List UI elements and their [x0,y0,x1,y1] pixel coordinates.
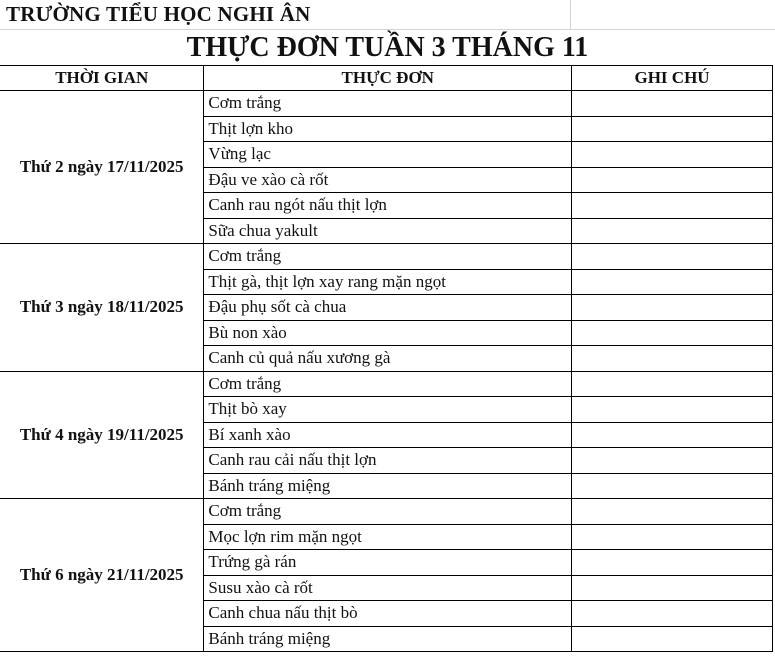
dish-cell[interactable]: Canh chua nấu thịt bò [204,601,572,627]
note-cell[interactable] [572,601,773,627]
note-cell[interactable] [572,473,773,499]
note-cell[interactable] [572,346,773,372]
dish-cell[interactable]: Canh rau ngót nấu thịt lợn [204,193,572,219]
note-cell[interactable] [572,422,773,448]
note-cell[interactable] [572,295,773,321]
table-row [0,499,773,525]
note-cell[interactable] [572,218,773,244]
dish-cell[interactable]: Canh rau cải nấu thịt lợn [204,448,572,474]
day-cell[interactable]: Thứ 2 ngày 17/11/2025 [0,91,204,244]
day-cell[interactable]: Thứ 4 ngày 19/11/2025 [0,371,204,499]
dish-cell[interactable]: Canh củ quả nấu xương gà [204,346,572,372]
note-cell[interactable] [572,371,773,397]
note-cell[interactable] [572,244,773,270]
dish-cell[interactable]: Mọc lợn rim mặn ngọt [204,524,572,550]
note-cell[interactable] [572,142,773,168]
dish-cell[interactable]: Bánh tráng miệng [204,626,572,652]
dish-cell[interactable]: Thịt bò xay [204,397,572,423]
dish-cell[interactable]: Cơm trắng [204,371,572,397]
note-cell[interactable] [572,193,773,219]
table-header-row [0,66,773,91]
sheet-header-area [0,0,775,65]
note-cell[interactable] [572,448,773,474]
note-cell[interactable] [572,320,773,346]
column-header-menu: THỰC ĐƠN [204,66,572,91]
day-cell[interactable]: Thứ 6 ngày 21/11/2025 [0,499,204,652]
dish-cell[interactable]: Cơm trắng [204,499,572,525]
menu-table [0,65,773,652]
note-cell[interactable] [572,499,773,525]
dish-cell[interactable]: Susu xào cà rốt [204,575,572,601]
gridline [0,29,775,30]
school-name: TRƯỜNG TIỂU HỌC NGHI ÂN [6,2,311,26]
dish-cell[interactable]: Bù non xào [204,320,572,346]
note-cell[interactable] [572,550,773,576]
note-cell[interactable] [572,397,773,423]
dish-cell[interactable]: Bánh tráng miệng [204,473,572,499]
dish-cell[interactable]: Đậu ve xào cà rốt [204,167,572,193]
column-header-notes: GHI CHÚ [572,66,773,91]
dish-cell[interactable]: Sữa chua yakult [204,218,572,244]
dish-cell[interactable]: Thịt lợn kho [204,116,572,142]
gridline [570,0,571,29]
table-row [0,91,773,117]
table-row [0,244,773,270]
dish-cell[interactable]: Bí xanh xào [204,422,572,448]
page-title: THỰC ĐƠN TUẦN 3 THÁNG 11 [186,32,589,63]
note-cell[interactable] [572,575,773,601]
dish-cell[interactable]: Đậu phụ sốt cà chua [204,295,572,321]
note-cell[interactable] [572,626,773,652]
dish-cell[interactable]: Vừng lạc [204,142,572,168]
dish-cell[interactable]: Cơm trắng [204,244,572,270]
column-header-time: THỜI GIAN [0,66,204,91]
dish-cell[interactable]: Cơm trắng [204,91,572,117]
day-cell[interactable]: Thứ 3 ngày 18/11/2025 [0,244,204,372]
note-cell[interactable] [572,524,773,550]
note-cell[interactable] [572,91,773,117]
note-cell[interactable] [572,116,773,142]
table-row [0,371,773,397]
note-cell[interactable] [572,269,773,295]
dish-cell[interactable]: Thịt gà, thịt lợn xay rang mặn ngọt [204,269,572,295]
note-cell[interactable] [572,167,773,193]
dish-cell[interactable]: Trứng gà rán [204,550,572,576]
